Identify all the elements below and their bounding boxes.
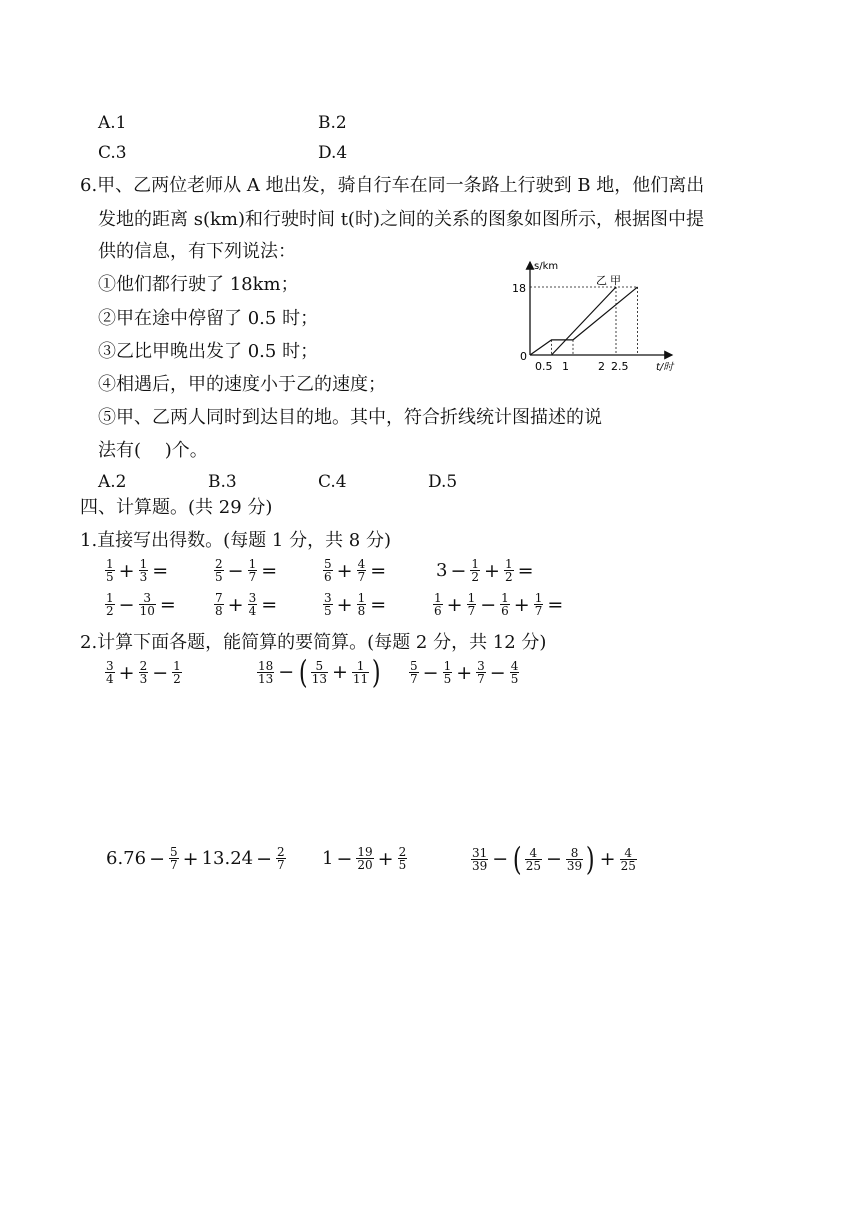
q5-option-b: B.2 bbox=[318, 113, 347, 133]
x-tick-2: 2 bbox=[598, 360, 605, 373]
distance-time-graph bbox=[510, 256, 690, 376]
y-axis-label: s/km bbox=[534, 261, 559, 272]
q6-line3: 供的信息，有下列说法： bbox=[98, 241, 296, 262]
series-label-yi: 乙 bbox=[596, 274, 607, 287]
x-tick-2-5: 2.5 bbox=[611, 360, 629, 373]
calc-2-2: 7 8 + $\frac{3}{4}$ = bbox=[215, 591, 278, 618]
q5-option-d: D.4 bbox=[318, 143, 348, 163]
q6-statement-4: ④相遇后，甲的速度小于乙的速度； bbox=[98, 374, 386, 395]
calc-2-4: 1 6 + $\frac{1}{7}$ − $\frac{1}{6}$ + $\frac{1}{7}$ = bbox=[434, 591, 564, 618]
calc-q2-5: 1 − $\frac{19}{20}$ + $\frac{2}{5}$ bbox=[322, 845, 407, 872]
q6-statement-3: ③乙比甲晚出发了 0.5 时； bbox=[98, 341, 319, 362]
q2-instruction: 2.计算下面各题，能简算的要简算。(每题 2 分，共 12 分) bbox=[80, 632, 547, 653]
calc-q2-3: 5 7 − $\frac{1}{5}$ + $\frac{3}{7}$ − $\frac{4}{5}$ bbox=[410, 659, 519, 686]
q6-statement-2: ②甲在途中停留了 0.5 时； bbox=[98, 308, 319, 329]
calc-2-3: 3 5 + $\frac{1}{8}$ = bbox=[324, 591, 387, 618]
x-tick-0-5: 0.5 bbox=[535, 360, 553, 373]
x-tick-1: 1 bbox=[562, 360, 569, 373]
q6-line2: 发地的距离 s(km)和行驶时间 t(时)之间的关系的图象如图所示，根据图中提 bbox=[98, 209, 704, 230]
calc-1-1: 1 5 + $\frac{1}{3}$ = bbox=[106, 557, 169, 584]
q6-statement-5: ⑤甲、乙两人同时到达目的地。其中，符合折线统计图描述的说 bbox=[98, 407, 602, 428]
q6-option-c: C.4 bbox=[318, 472, 347, 492]
calc-1-4: 3 − $\frac{1}{2}$ + $\frac{1}{2}$ = bbox=[436, 557, 534, 584]
series-label-jia: 甲 bbox=[610, 274, 621, 287]
calc-q2-2: 18 13 − ( 5 13 + $\frac{1}{11}$ ) bbox=[258, 653, 381, 691]
calc-2-1: 1 2 − $\frac{3}{10}$ = bbox=[106, 591, 176, 618]
origin-label: 0 bbox=[520, 350, 527, 363]
q5-option-c: C.3 bbox=[98, 143, 127, 163]
q6-statement-1: ①他们都行驶了 18km； bbox=[98, 274, 299, 295]
series-line-yi bbox=[552, 287, 617, 355]
y-tick-18: 18 bbox=[512, 282, 526, 295]
q1-instruction: 1.直接写出得数。(每题 1 分，共 8 分) bbox=[80, 530, 392, 551]
q6-statement-6: 法有( )个。 bbox=[98, 440, 208, 461]
section4-title: 四、计算题。(共 29 分) bbox=[80, 497, 273, 518]
calc-1-2: 2 5 − $\frac{1}{7}$ = bbox=[215, 557, 278, 584]
calc-q2-6: 31 39 − ( 4 25 − $\frac{8}{39}$ ) + $\frac{4}{25}$ bbox=[472, 840, 636, 878]
q6-option-a: A.2 bbox=[98, 472, 127, 492]
x-axis-label: t/时 bbox=[656, 362, 674, 373]
q6-line1: 6.甲、乙两位老师从 A 地出发，骑自行车在同一条路上行驶到 B 地，他们离出 bbox=[80, 175, 705, 196]
calc-q2-1: 3 4 + $\frac{2}{3}$ − $\frac{1}{2}$ bbox=[106, 659, 181, 686]
calc-1-3: 5 6 + $\frac{4}{7}$ = bbox=[324, 557, 387, 584]
q6-option-b: B.3 bbox=[208, 472, 237, 492]
q6-option-d: D.5 bbox=[428, 472, 458, 492]
q5-option-a: A.1 bbox=[98, 113, 127, 133]
calc-q2-4: 6.76 − $\frac{5}{7}$ + 13.24 − $\frac{2}{7}$ bbox=[106, 845, 285, 872]
